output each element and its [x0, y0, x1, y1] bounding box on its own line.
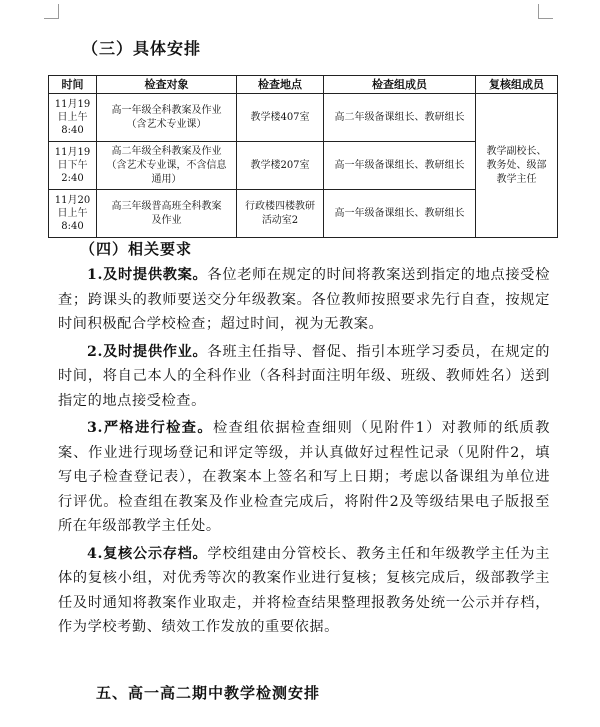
- target-cell: 高三年级普高班全科教案 及作业: [97, 190, 237, 238]
- time-cell: 11月19 日上午 8:40: [49, 94, 97, 142]
- location-cell: 行政楼四楼教研 活动室2: [237, 190, 324, 238]
- requirement-paragraph: [58, 542, 550, 640]
- target-cell: 高一年级全科教案及作业 （含艺术专业课）: [97, 94, 237, 142]
- time-cell: 11月20 日上午 8:40: [49, 190, 97, 238]
- members-cell: 高一年级备课组长、教研组长: [324, 190, 476, 238]
- requirement-title: 2.及时提供作业。: [87, 343, 208, 360]
- requirement-text: 检查组依据检查细则（见附件1）对教师的纸质教案、作业进行现场登记和评定等级，并认真做好过程性记录（见附件2，填写电子检查登记表），在教案本上签名和写上日期；考虑以备课组为单位进行评优。检查组在教案及作业检查完成后，将附件2及等级结果电子版报至所在年级部教学主任处。: [58, 420, 550, 534]
- requirement-title: 1.及时提供教案。: [87, 267, 208, 283]
- requirement-text: 各位老师在规定的时间将教案送到指定的地点接受检查；跨课头的教师要送交分年级教案。各位教师按照要求先行自查，按规定时间积极配合学校检查；超过时间，视为无教案。: [58, 267, 550, 332]
- members-cell: 高二年级备课组长、教研组长: [324, 94, 476, 142]
- target-cell: 高二年级全科教案及作业 （含艺术专业课，不含信息 通用）: [97, 142, 237, 190]
- requirements-list: [58, 263, 550, 643]
- requirement-paragraph: [58, 263, 550, 337]
- requirement-text: 学校组建由分管校长、教务主任和年级教学主任为主体的复核小组，对优秀等次的教案作业进行复核；复核完成后，级部教学主任及时通知将教案作业取走，并将检查结果整理报教务处统一公示并存档，作为学校考勤、绩效工作发放的重要依据。: [58, 545, 550, 635]
- location-cell: 教学楼407室: [237, 94, 324, 142]
- page-corner-mark-right: [538, 4, 553, 19]
- header-time: 时间: [49, 76, 97, 94]
- requirement-text: 各班主任指导、督促、指引本班学习委员，在规定的时间，将自己本人的全科作业（各科封面注明年级、班级、教师姓名）送到指定的地点接受检查。: [58, 343, 550, 409]
- table-row: [49, 94, 558, 142]
- next-section-heading: 五、高一高二期中教学检测安排: [96, 684, 321, 702]
- requirement-title: 4.复核公示存档。: [87, 545, 208, 562]
- requirement-title: 3.严格进行检查。: [87, 420, 213, 436]
- schedule-table: [48, 75, 558, 238]
- subsection-heading: （四）相关要求: [80, 240, 193, 258]
- members-cell: 高一年级备课组长、教研组长: [324, 142, 476, 190]
- table-header-row: [49, 76, 558, 94]
- requirement-paragraph: [58, 416, 550, 539]
- location-cell: 教学楼207室: [237, 142, 324, 190]
- page-corner-mark-left: [44, 4, 59, 19]
- header-review-members: 复核组成员: [476, 76, 558, 94]
- header-location: 检查地点: [237, 76, 324, 94]
- header-target: 检查对象: [97, 76, 237, 94]
- section-heading: （三）具体安排: [82, 39, 202, 58]
- time-cell: 11月19 日下午 2:40: [49, 142, 97, 190]
- header-members: 检查组成员: [324, 76, 476, 94]
- requirement-paragraph: [58, 340, 550, 414]
- review-members-cell: 教学副校长、 教务处、级部 教学主任: [476, 94, 558, 238]
